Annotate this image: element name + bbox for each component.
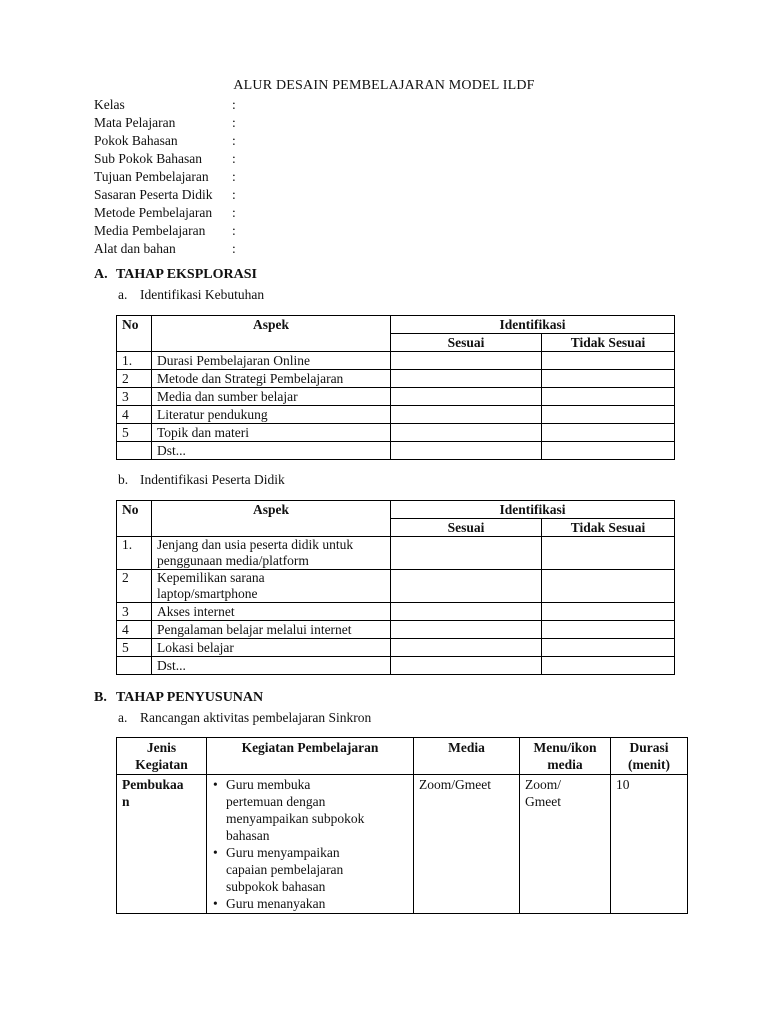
section-a-heading bbox=[94, 267, 257, 283]
meta-label: Metode Pembelajaran bbox=[94, 205, 213, 220]
section-number: A. bbox=[94, 267, 108, 282]
list-line: pertemuan dengan bbox=[226, 794, 326, 809]
table-row bbox=[117, 603, 675, 621]
list-line: bahasan bbox=[226, 828, 270, 843]
meta-row-pokok-bahasan bbox=[94, 132, 242, 150]
list-item bbox=[213, 776, 408, 844]
list-line: menyampaikan subpokok bbox=[226, 811, 365, 826]
cell-tidak-sesuai bbox=[542, 657, 675, 675]
table-row bbox=[117, 621, 675, 639]
cell-line: Pembukaa bbox=[122, 777, 184, 792]
table-row bbox=[117, 570, 675, 603]
meta-colon: : bbox=[232, 205, 236, 220]
cell-line: Zoom/ bbox=[525, 777, 561, 792]
cell-tidak-sesuai bbox=[542, 442, 675, 460]
meta-row-tujuan-pembelajaran bbox=[94, 168, 242, 186]
cell-aspek: Pengalaman belajar melalui internet bbox=[152, 621, 391, 639]
section-title: TAHAP EKSPLORASI bbox=[116, 267, 257, 282]
aktivitas-sinkron-table bbox=[116, 737, 688, 914]
cell-sesuai bbox=[391, 352, 542, 370]
aspek-line: Jenjang dan usia peserta didik untuk bbox=[157, 537, 354, 552]
meta-label: Sasaran Peserta Didik bbox=[94, 187, 213, 202]
cell-aspek: Dst... bbox=[152, 657, 391, 675]
identifikasi-peserta-didik-table bbox=[116, 500, 675, 675]
header-identifikasi: Identifikasi bbox=[391, 316, 675, 334]
table-row bbox=[117, 442, 675, 460]
subsection-title: Indentifikasi Peserta Didik bbox=[140, 472, 285, 487]
cell-no: 5 bbox=[117, 639, 152, 657]
subsection-a-heading bbox=[118, 287, 264, 303]
meta-colon: : bbox=[232, 151, 236, 166]
cell-aspek bbox=[152, 570, 391, 603]
table-row bbox=[117, 406, 675, 424]
table-row bbox=[117, 775, 688, 914]
cell-line: Gmeet bbox=[525, 794, 561, 809]
table-header-row bbox=[117, 738, 688, 775]
meta-label: Mata Pelajaran bbox=[94, 115, 176, 130]
cell-no: 3 bbox=[117, 603, 152, 621]
header-media: Media bbox=[414, 738, 520, 775]
meta-colon: : bbox=[232, 241, 236, 256]
meta-label: Media Pembelajaran bbox=[94, 223, 206, 238]
cell-tidak-sesuai bbox=[542, 352, 675, 370]
cell-aspek: Durasi Pembelajaran Online bbox=[152, 352, 391, 370]
header-line: Menu/ikon bbox=[533, 740, 597, 755]
list-item bbox=[213, 844, 408, 895]
meta-label: Kelas bbox=[94, 97, 125, 112]
meta-label: Pokok Bahasan bbox=[94, 133, 178, 148]
cell-tidak-sesuai bbox=[542, 406, 675, 424]
cell-sesuai bbox=[391, 570, 542, 603]
cell-tidak-sesuai bbox=[542, 621, 675, 639]
cell-sesuai bbox=[391, 657, 542, 675]
cell-tidak-sesuai bbox=[542, 639, 675, 657]
header-line: Kegiatan bbox=[135, 757, 188, 772]
meta-label: Sub Pokok Bahasan bbox=[94, 151, 202, 166]
header-line: (menit) bbox=[628, 757, 670, 772]
meta-colon: : bbox=[232, 187, 236, 202]
header-kegiatan-pembelajaran: Kegiatan Pembelajaran bbox=[207, 738, 414, 775]
subsection-number: a. bbox=[118, 287, 128, 302]
header-durasi bbox=[611, 738, 688, 775]
meta-label: Alat dan bahan bbox=[94, 241, 176, 256]
cell-sesuai bbox=[391, 639, 542, 657]
header-aspek: Aspek bbox=[152, 501, 391, 537]
cell-no: 1. bbox=[117, 352, 152, 370]
table-row bbox=[117, 388, 675, 406]
table-row bbox=[117, 537, 675, 570]
cell-sesuai bbox=[391, 537, 542, 570]
list-line: capaian pembelajaran bbox=[226, 862, 344, 877]
cell-tidak-sesuai bbox=[542, 603, 675, 621]
table-header-row bbox=[117, 501, 675, 519]
table-row bbox=[117, 657, 675, 675]
identifikasi-kebutuhan-table bbox=[116, 315, 675, 460]
meta-row-mata-pelajaran bbox=[94, 114, 242, 132]
cell-media: Zoom/Gmeet bbox=[414, 775, 520, 914]
meta-row-kelas bbox=[94, 96, 242, 114]
cell-tidak-sesuai bbox=[542, 537, 675, 570]
cell-aspek: Literatur pendukung bbox=[152, 406, 391, 424]
subsection-number: b. bbox=[118, 472, 129, 487]
cell-aspek: Akses internet bbox=[152, 603, 391, 621]
header-identifikasi: Identifikasi bbox=[391, 501, 675, 519]
meta-colon: : bbox=[232, 223, 236, 238]
cell-sesuai bbox=[391, 406, 542, 424]
subsection-number: a. bbox=[118, 710, 128, 725]
cell-sesuai bbox=[391, 370, 542, 388]
cell-jenis-kegiatan bbox=[117, 775, 207, 914]
cell-sesuai bbox=[391, 442, 542, 460]
meta-label: Tujuan Pembelajaran bbox=[94, 169, 209, 184]
meta-row-sub-pokok-bahasan bbox=[94, 150, 242, 168]
header-line: Durasi bbox=[629, 740, 669, 755]
meta-fields bbox=[94, 96, 242, 258]
list-item bbox=[213, 895, 408, 912]
table-row bbox=[117, 370, 675, 388]
meta-row-metode-pembelajaran bbox=[94, 204, 242, 222]
header-tidak-sesuai: Tidak Sesuai bbox=[542, 334, 675, 352]
header-aspek: Aspek bbox=[152, 316, 391, 352]
cell-sesuai bbox=[391, 621, 542, 639]
kegiatan-list bbox=[212, 776, 408, 912]
meta-colon: : bbox=[232, 115, 236, 130]
header-no: No bbox=[117, 316, 152, 352]
cell-no: 4 bbox=[117, 406, 152, 424]
cell-durasi: 10 bbox=[611, 775, 688, 914]
subsection-ba-heading bbox=[118, 710, 371, 726]
section-title: TAHAP PENYUSUNAN bbox=[116, 690, 264, 705]
meta-colon: : bbox=[232, 169, 236, 184]
cell-sesuai bbox=[391, 388, 542, 406]
cell-no: 4 bbox=[117, 621, 152, 639]
meta-row-media-pembelajaran bbox=[94, 222, 242, 240]
meta-colon: : bbox=[232, 133, 236, 148]
cell-aspek: Metode dan Strategi Pembelajaran bbox=[152, 370, 391, 388]
document-title: ALUR DESAIN PEMBELAJARAN MODEL ILDF bbox=[233, 78, 535, 93]
cell-no: 5 bbox=[117, 424, 152, 442]
table-row bbox=[117, 424, 675, 442]
meta-colon: : bbox=[232, 97, 236, 112]
cell-no bbox=[117, 442, 152, 460]
cell-no bbox=[117, 657, 152, 675]
list-line: Guru membuka bbox=[226, 777, 311, 792]
subsection-title: Rancangan aktivitas pembelajaran Sinkron bbox=[140, 710, 372, 725]
cell-sesuai bbox=[391, 424, 542, 442]
cell-aspek: Dst... bbox=[152, 442, 391, 460]
cell-sesuai bbox=[391, 603, 542, 621]
aspek-line: Kepemilikan sarana bbox=[157, 570, 265, 585]
cell-menu-ikon-media bbox=[520, 775, 611, 914]
section-b-heading bbox=[94, 690, 263, 706]
cell-no: 1. bbox=[117, 537, 152, 570]
table-row bbox=[117, 352, 675, 370]
cell-aspek: Media dan sumber belajar bbox=[152, 388, 391, 406]
cell-aspek: Topik dan materi bbox=[152, 424, 391, 442]
meta-row-sasaran-peserta-didik bbox=[94, 186, 242, 204]
bullet-icon: • bbox=[213, 777, 218, 792]
cell-tidak-sesuai bbox=[542, 570, 675, 603]
table-header-row bbox=[117, 316, 675, 334]
bullet-icon: • bbox=[213, 845, 218, 860]
subsection-b-heading bbox=[118, 472, 285, 488]
cell-tidak-sesuai bbox=[542, 424, 675, 442]
cell-line: n bbox=[122, 794, 130, 809]
header-sesuai: Sesuai bbox=[391, 519, 542, 537]
cell-aspek: Lokasi belajar bbox=[152, 639, 391, 657]
subsection-title: Identifikasi Kebutuhan bbox=[140, 287, 265, 302]
bullet-icon: • bbox=[213, 896, 218, 911]
header-line: media bbox=[547, 757, 583, 772]
meta-row-alat-dan-bahan bbox=[94, 240, 242, 258]
cell-kegiatan-pembelajaran bbox=[207, 775, 414, 914]
header-sesuai: Sesuai bbox=[391, 334, 542, 352]
list-line: Guru menanyakan bbox=[226, 896, 326, 911]
cell-aspek bbox=[152, 537, 391, 570]
table-row bbox=[117, 639, 675, 657]
header-menu-ikon-media bbox=[520, 738, 611, 775]
header-line: Jenis bbox=[146, 740, 177, 755]
cell-tidak-sesuai bbox=[542, 388, 675, 406]
aspek-line: penggunaan media/platform bbox=[157, 553, 309, 568]
cell-no: 3 bbox=[117, 388, 152, 406]
header-jenis-kegiatan bbox=[117, 738, 207, 775]
aspek-line: laptop/smartphone bbox=[157, 586, 258, 601]
section-number: B. bbox=[94, 690, 107, 705]
cell-no: 2 bbox=[117, 370, 152, 388]
list-line: Guru menyampaikan bbox=[226, 845, 340, 860]
header-tidak-sesuai: Tidak Sesuai bbox=[542, 519, 675, 537]
cell-tidak-sesuai bbox=[542, 370, 675, 388]
cell-no: 2 bbox=[117, 570, 152, 603]
list-line: subpokok bahasan bbox=[226, 879, 326, 894]
header-no: No bbox=[117, 501, 152, 537]
